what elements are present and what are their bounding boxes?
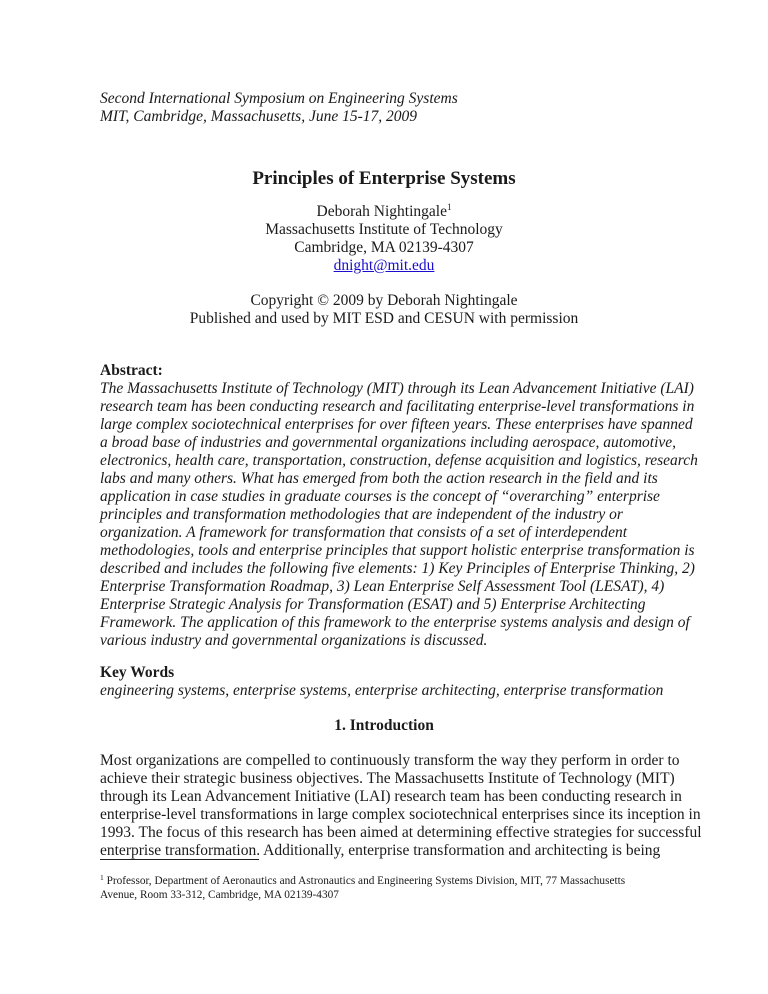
footnote-line — [100, 874, 625, 888]
paper-title: Principles of Enterprise Systems — [252, 168, 516, 189]
author-email-line — [0, 257, 768, 275]
abstract-line: application in case studies in graduate courses is the concept of “overarching” enterprise — [100, 488, 660, 505]
conference-location-date: MIT, Cambridge, Massachusetts, June 15-17, 2009 — [100, 108, 418, 125]
conference-name: Second International Symposium on Engineering Systems — [100, 90, 458, 107]
keywords-heading: Key Words — [100, 664, 175, 681]
intro-line: Most organizations are compelled to continuously transform the way they perform in order to — [100, 752, 680, 769]
abstract-line: Enterprise Transformation Roadmap, 3) Lean Enterprise Self Assessment Tool (LESAT), 4) — [100, 578, 665, 595]
abstract-line: described and includes the following five elements: 1) Key Principles of Enterprise Thinking, 2) — [100, 560, 695, 577]
footnote-separator — [100, 859, 259, 860]
intro-line: enterprise transformation. Additionally, enterprise transformation and architecting is being — [100, 842, 661, 859]
footnote-mark: 1 — [100, 873, 104, 882]
author-affiliation: Massachusetts Institute of Technology — [265, 221, 503, 238]
abstract-line: labs and many others. What has emerged from both the action research in the field and its — [100, 470, 658, 487]
author-name-line — [0, 203, 768, 221]
abstract-line: Enterprise Strategic Analysis for Transformation (ESAT) and 5) Enterprise Architecting — [100, 596, 646, 613]
intro-line: achieve their strategic business objectives. The Massachusetts Institute of Technology (MIT) — [100, 770, 675, 787]
abstract-line: research team has been conducting research and facilitating enterprise-level transformations in — [100, 398, 695, 415]
introduction-heading: 1. Introduction — [334, 717, 434, 734]
permission-line: Published and used by MIT ESD and CESUN with permission — [189, 310, 579, 327]
abstract-line: electronics, health care, transportation, construction, defense acquisition and logistics, research — [100, 452, 698, 469]
footnote-text-2: Avenue, Room 33-312, Cambridge, MA 02139-4307 — [100, 889, 339, 901]
copyright-line: Copyright © 2009 by Deborah Nightingale — [250, 292, 518, 309]
intro-line: enterprise-level transformations in large complex sociotechnical enterprises since its inception in — [100, 806, 701, 823]
abstract-heading: Abstract: — [100, 362, 163, 379]
author-name: Deborah Nightingale — [316, 203, 447, 220]
keywords-text: engineering systems, enterprise systems, enterprise architecting, enterprise transformation — [100, 682, 664, 699]
abstract-line: The Massachusetts Institute of Technology (MIT) through its Lean Advancement Initiative (LAI) — [100, 380, 694, 397]
author-email-link[interactable]: dnight@mit.edu — [333, 257, 435, 274]
abstract-line: principles and transformation methodologies that are independent of the industry or — [100, 506, 623, 523]
intro-line: through its Lean Advancement Initiative (LAI) research team has been conducting research in — [100, 788, 682, 805]
author-address: Cambridge, MA 02139-4307 — [294, 239, 474, 256]
abstract-line: large complex sociotechnical enterprises for over fifteen years. These enterprises have spanned — [100, 416, 693, 433]
abstract-line: a broad base of industries and governmental organizations including aerospace, automotive, — [100, 434, 677, 451]
abstract-line: various industry and governmental organizations is discussed. — [100, 632, 488, 649]
intro-line: 1993. The focus of this research has been aimed at determining effective strategies for successful — [100, 824, 702, 841]
footnote-marker[interactable]: 1 — [446, 202, 452, 212]
footnote-text-1: Professor, Department of Aeronautics and Astronautics and Engineering Systems Division, MIT, 77 Massachusetts — [106, 875, 626, 887]
abstract-line: Framework. The application of this framework to the enterprise systems analysis and design of — [100, 614, 690, 631]
abstract-line: organization. A framework for transformation that consists of a set of interdependent — [100, 524, 628, 541]
abstract-line: methodologies, tools and enterprise principles that support holistic enterprise transformation is — [100, 542, 695, 559]
